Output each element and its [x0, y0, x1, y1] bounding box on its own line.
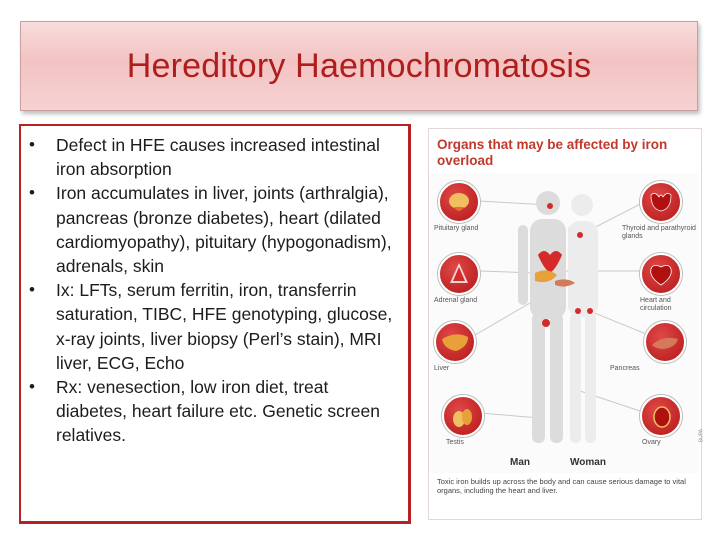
bullet-item [29, 278, 394, 375]
pituitary-icon [438, 181, 480, 223]
label-man: Man [510, 457, 530, 468]
figure-credit: BUPA [698, 429, 704, 443]
adrenal-icon [438, 253, 480, 295]
bullet-list [29, 133, 394, 448]
label-adrenal: Adrenal gland [434, 297, 478, 304]
bullet-text: Defect in HFE causes increased intestinal iron absorption [56, 135, 380, 180]
bullet-text: Rx: venesection, low iron diet, treat diabetes, heart failure etc. Genetic screen relatives. [56, 377, 380, 446]
label-woman: Woman [570, 457, 606, 468]
bullet-item [29, 133, 394, 181]
liver-icon [434, 321, 476, 363]
pancreas-icon [644, 321, 686, 363]
content-box [19, 124, 411, 524]
bullet-item [29, 375, 394, 448]
bullet-dot: • [29, 377, 35, 397]
bullet-text: Ix: LFTs, serum ferritin, iron, transferrin saturation, TIBC, HFE genotyping, glucose, x-ray joints, liver biopsy (Perl’s stain), MRI liver, ECG, Echo [56, 280, 393, 373]
bullet-item [29, 181, 394, 278]
label-heart: Heart and circulation [640, 297, 672, 312]
bullet-dot: • [29, 135, 35, 154]
slide-title: Hereditory Haemochromatosis [126, 46, 592, 85]
organs-figure [428, 128, 702, 520]
ovary-icon [640, 395, 682, 437]
label-thyroid: Thyroid and parathyroid glands [622, 225, 696, 240]
label-ovary: Ovary [642, 439, 661, 446]
testis-icon [442, 395, 484, 437]
title-box [20, 21, 698, 111]
figure-illustration [430, 173, 698, 473]
label-pituitary: Pituitary gland [434, 225, 479, 232]
label-liver: Liver [434, 365, 450, 372]
bullet-dot: • [29, 183, 35, 203]
label-pancreas: Pancreas [610, 365, 640, 372]
label-testis: Testis [446, 439, 464, 446]
thyroid-icon [640, 181, 682, 223]
figure-caption: Toxic iron builds up across the body and can cause serious damage to vital organs, including the heart and liver. [437, 477, 686, 495]
figure-heading: Organs that may be affected by iron overload [437, 137, 668, 168]
bullet-text: Iron accumulates in liver, joints (arthralgia), pancreas (bronze diabetes), heart (dilated cardiomyopathy), pituitary (hypogonadism), adrenals, skin [56, 183, 392, 277]
heart-icon [640, 253, 682, 295]
bullet-dot: • [29, 280, 35, 300]
